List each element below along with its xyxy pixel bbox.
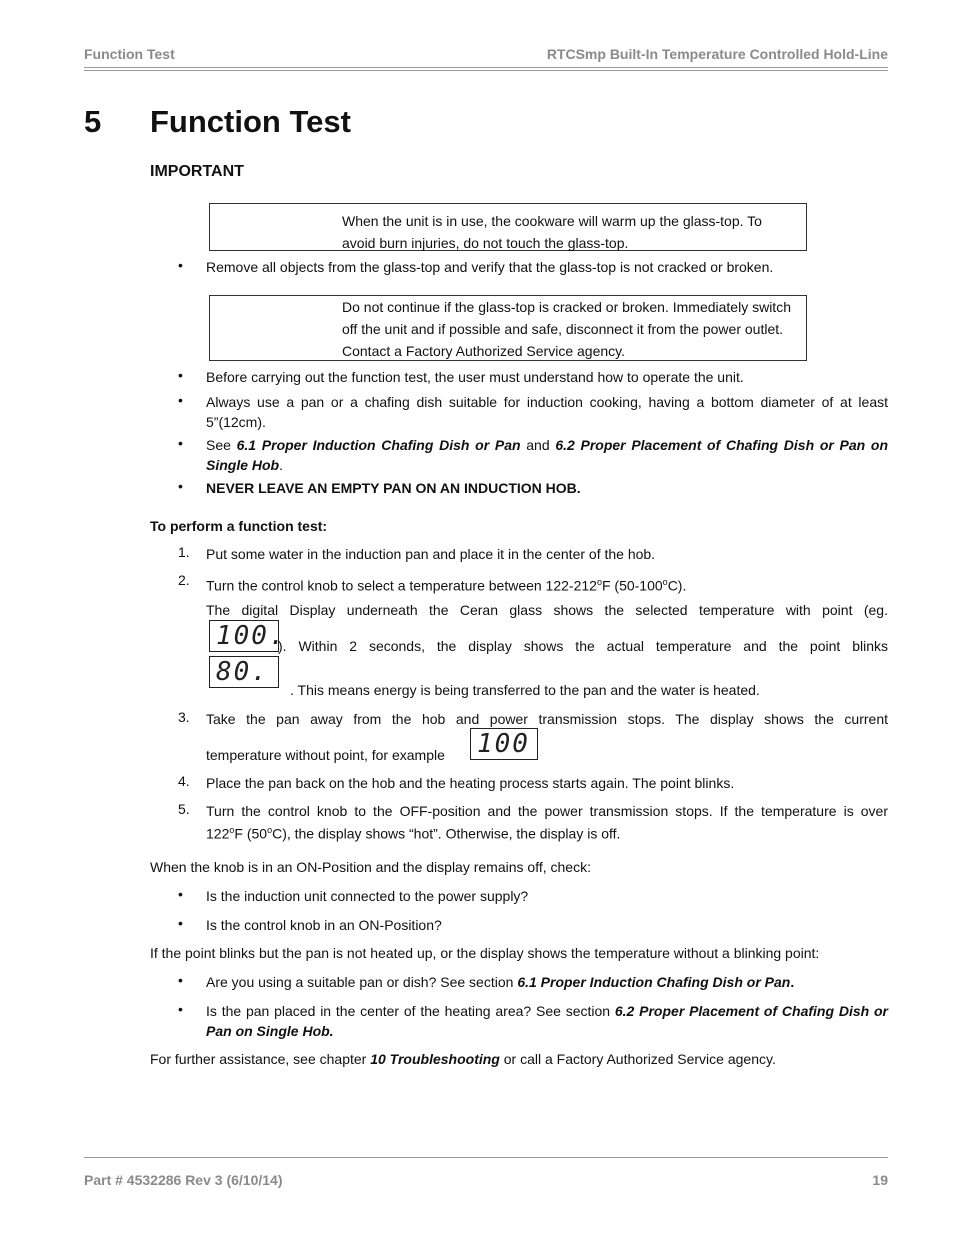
step-number: 5. xyxy=(178,801,190,817)
step-5-line-2: 122$^o$F (50$^o$C), the display shows “hot”. Otherwise, the display is off. xyxy=(206,825,621,842)
bullet-see-sections: See 6.1 Proper Induction Chafing Dish or Pan and 6.2 Proper Placement of Chafing Dish or Pan on Single Hob. xyxy=(206,437,889,473)
warning-box-2 xyxy=(209,295,807,361)
check-intro: When the knob is in an ON-Position and the display remains off, check: xyxy=(150,859,591,875)
chapter-heading xyxy=(84,104,351,140)
bullet-glyph: • xyxy=(178,972,183,988)
procedure-title: To perform a function test: xyxy=(150,518,328,534)
page-number: 19 xyxy=(872,1172,888,1188)
bullet-glyph: • xyxy=(178,915,183,931)
check-knob-position: Is the control knob in an ON-Position? xyxy=(206,917,442,933)
check-power-supply: Is the induction unit connected to the power supply? xyxy=(206,888,529,904)
ref-6-2: 6.2 Proper Placement of Chafing Dish or Pan on Single Hob. xyxy=(206,1003,888,1039)
step-3-line-2 xyxy=(206,728,888,764)
step-3-text-2: temperature without point, for example xyxy=(206,747,445,763)
ref-6-1: 6.1 Proper Induction Chafing Dish or Pan xyxy=(236,437,521,453)
step-3-line-1: Take the pan away from the hob and power transmission stops. The display shows the current xyxy=(206,711,888,727)
ref-6-1: 6.1 Proper Induction Chafing Dish or Pan xyxy=(517,974,791,990)
ref-10-troubleshooting: 10 Troubleshooting xyxy=(370,1051,500,1067)
further-assistance: For further assistance, see chapter 10 Troubleshooting or call a Factory Authorized Service agency. xyxy=(150,1051,776,1067)
bullet-glyph: • xyxy=(178,435,183,451)
step-1: Put some water in the induction pan and place it in the center of the hob. xyxy=(206,546,656,562)
step-number: 1. xyxy=(178,544,190,560)
footer-rule xyxy=(84,1157,888,1158)
bullet-glyph: • xyxy=(178,367,183,383)
bullet-glyph: • xyxy=(178,257,183,273)
step-2-display-row-1 xyxy=(206,620,888,654)
step-5-line-1: Turn the control knob to the OFF-position and the power transmission stops. If the temperature is over xyxy=(206,803,888,819)
header-rule-bottom xyxy=(84,70,888,71)
header-right: RTCSmp Built-In Temperature Controlled Hold-Line xyxy=(546,46,888,62)
ref-6-2: 6.2 Proper Placement of Chafing Dish or Pan on Single Hob xyxy=(206,437,889,473)
warning-text-2: Do not continue if the glass-top is cracked or broken. Immediately switch off the unit and if possible and safe, disconnect it from the power outlet. Contact a Factory Authorized Service agency. xyxy=(342,299,791,359)
step-4: Place the pan back on the hob and the heating process starts again. The point blinks. xyxy=(206,775,735,791)
bullet-understand: Before carrying out the function test, the user must understand how to operate the unit. xyxy=(206,369,744,385)
chapter-number: 5 xyxy=(84,104,102,139)
question-suitable-pan: Are you using a suitable pan or dish? See section 6.1 Proper Induction Chafing Dish or Pan. xyxy=(206,974,795,990)
header-rule-top xyxy=(84,67,888,68)
bullet-glyph: • xyxy=(178,478,183,494)
step-number: 2. xyxy=(178,572,190,588)
step-number: 4. xyxy=(178,773,190,789)
lcd-display-selected: 100. xyxy=(209,620,279,652)
lcd-display-actual: 80. xyxy=(209,656,279,688)
step-2-display-text-1: The digital Display underneath the Ceran glass shows the selected temperature with point (eg. xyxy=(206,602,888,618)
bullet-glyph: • xyxy=(178,886,183,902)
bullet-pan-size: Always use a pan or a chafing dish suitable for induction cooking, having a bottom diameter of at least 5”(12cm). xyxy=(206,394,888,430)
bullet-never-empty: NEVER LEAVE AN EMPTY PAN ON AN INDUCTION HOB. xyxy=(206,480,581,496)
step-2: Turn the control knob to select a temperature between 122-212$^o$F (50-100$^o$C). xyxy=(206,577,687,594)
header-left: Function Test xyxy=(84,46,175,62)
warning-box-1 xyxy=(209,203,807,251)
warning-text-1: When the unit is in use, the cookware will warm up the glass-top. To avoid burn injuries, do not touch the glass-top. xyxy=(342,213,762,251)
bullet-glyph: • xyxy=(178,392,183,408)
step-2-display-text-3: . This means energy is being transferred to the pan and the water is heated. xyxy=(290,682,760,698)
step-number: 3. xyxy=(178,709,190,725)
bullet-remove-objects: Remove all objects from the glass-top and verify that the glass-top is not cracked or broken. xyxy=(206,259,774,275)
chapter-title: Function Test xyxy=(150,104,351,139)
bullet-glyph: • xyxy=(178,1001,183,1017)
lcd-display-current: 100 xyxy=(470,728,538,760)
step-2-display-row-2 xyxy=(206,656,888,698)
footer-part-number: Part # 4532286 Rev 3 (6/10/14) xyxy=(84,1172,283,1188)
step-2-display-text-2: ). Within 2 seconds, the display shows the actual temperature and the point blinks xyxy=(278,638,888,654)
important-heading: IMPORTANT xyxy=(150,163,244,180)
blink-intro: If the point blinks but the pan is not heated up, or the display shows the temperature without a blinking point: xyxy=(150,945,820,961)
question-pan-placement: Is the pan placed in the center of the heating area? See section 6.2 Proper Placement of Chafing Dish or Pan on Single Hob. xyxy=(206,1003,888,1039)
